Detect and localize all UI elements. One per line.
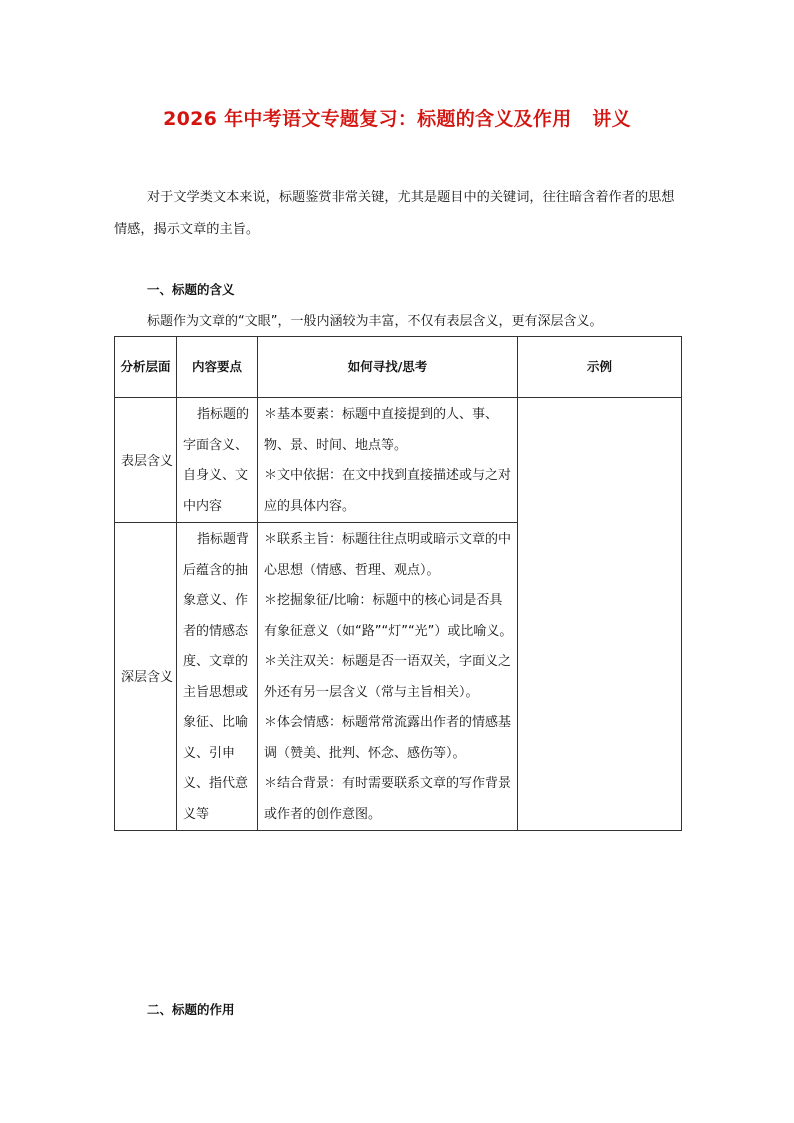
document-title: 2026 年中考语文专题复习：标题的含义及作用 讲义 — [163, 108, 631, 130]
table-header-row — [115, 337, 682, 398]
how-item: ＊结合背景：有时需要联系文章的写作背景或作者的创作意图。 — [264, 776, 512, 822]
how-item: ＊联系主旨：标题往往点明或暗示文章的中心思想（情感、哲理、观点）。 — [264, 532, 512, 578]
cell-how-deep — [258, 523, 518, 831]
section-heading-function: 二、标题的作用 — [147, 1002, 235, 1017]
intro-paragraph: 对于文学类文本来说，标题鉴赏非常关键，尤其是题目中的关键词，往往暗含着作者的思想情感，揭示文章的主旨。 — [114, 190, 675, 237]
header-content-points: 内容要点 — [177, 337, 258, 398]
section-heading-meaning: 一、标题的含义 — [147, 282, 235, 297]
how-item: ＊文中依据：在文中找到直接描述或与之对应的具体内容。 — [264, 468, 512, 514]
header-analysis-level: 分析层面 — [115, 337, 177, 398]
header-example: 示例 — [518, 337, 682, 398]
how-item: ＊基本要素：标题中直接提到的人、事、物、景、时间、地点等。 — [264, 407, 499, 453]
how-item: ＊挖掘象征/比喻：标题中的核心词是否具有象征意义（如“路”“灯”“光”）或比喻义。 — [264, 593, 513, 639]
section-lead-paragraph: 标题作为文章的“文眼”，一般内涵较为丰富，不仅有表层含义，更有深层含义。 — [147, 314, 603, 329]
table-row-surface — [115, 398, 682, 523]
cell-how-surface — [258, 398, 518, 523]
cell-key-surface: 指标题的字面含义、自身义、文中内容 — [177, 398, 258, 523]
meaning-table — [114, 336, 682, 831]
how-item: ＊体会情感：标题常常流露出作者的情感基调（赞美、批判、怀念、感伤等）。 — [264, 715, 512, 761]
cell-example — [518, 398, 682, 831]
cell-level-surface: 表层含义 — [115, 398, 177, 523]
cell-level-deep: 深层含义 — [115, 523, 177, 831]
cell-key-deep: 指标题背后蕴含的抽象意义、作者的情感态度、文章的主旨思想或象征、比喻义、引申义、指代意义等 — [177, 523, 258, 831]
header-how-to-find: 如何寻找/思考 — [258, 337, 518, 398]
how-item: ＊关注双关：标题是否一语双关，字面义之外还有另一层含义（常与主旨相关）。 — [264, 654, 512, 700]
